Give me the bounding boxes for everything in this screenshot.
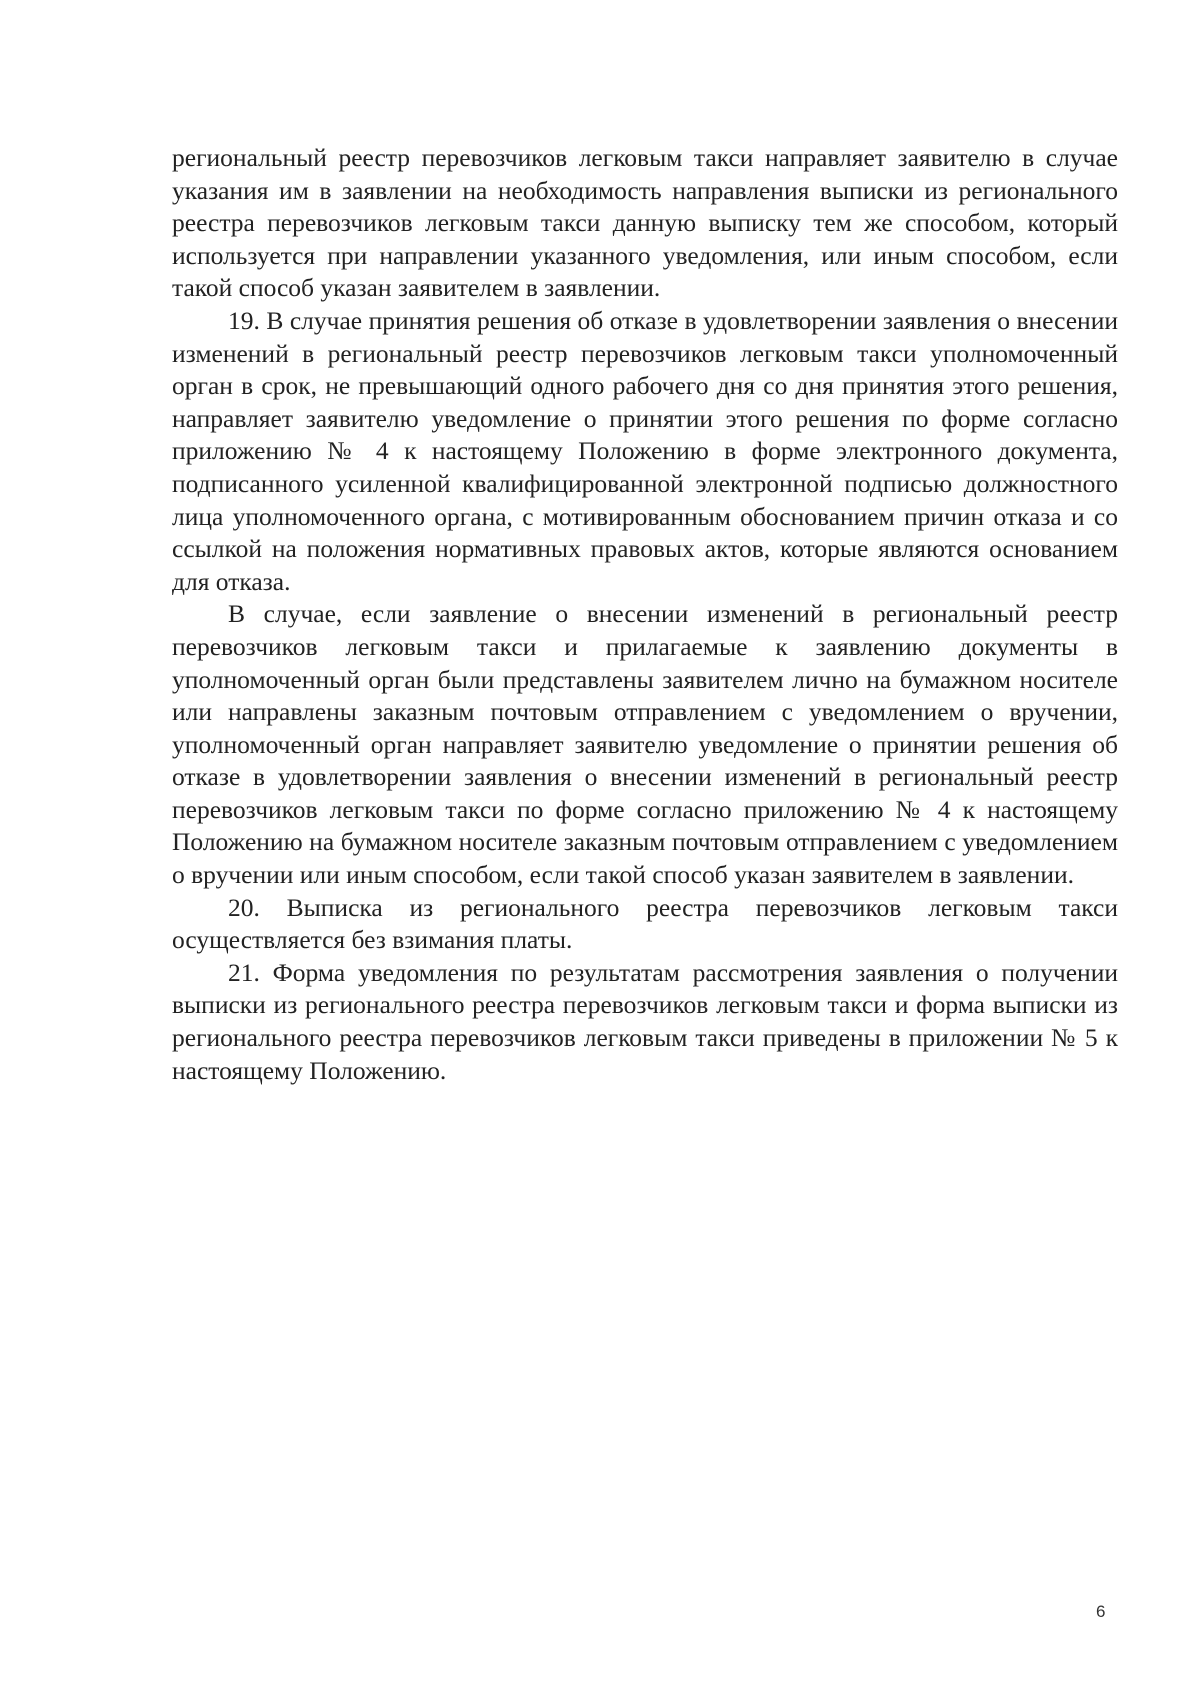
page-number: 6 (1096, 1602, 1106, 1621)
paragraph-clause-19: 19. В случае принятия решения об отказе в удовлетворении заявления о внесении изменений в региональный реестр перевозчиков легковым такси уполномоченный орган в срок, не превышающий одного рабочего дня со дня принятия этого решения, направляет заявителю уведомление о принятии этого решения по форме согласно приложению № 4 к настоящему Положению в форме электронного документа, подписанного усиленной квалифицированной электронной подписью должностного лица уполномоченного органа, с мотивированным обоснованием причин отказа и со ссылкой на положения нормативных правовых актов, которые являются основанием для отказа. (172, 305, 1118, 596)
document-body (172, 142, 1118, 1087)
paragraph-clause-21: 21. Форма уведомления по результатам рассмотрения заявления о получении выписки из регионального реестра перевозчиков легковым такси и форма выписки из регионального реестра перевозчиков легковым такси приведены в приложении № 5 к настоящему Положению. (172, 957, 1118, 1085)
paragraph-continuation: региональный реестр перевозчиков легковым такси направляет заявителю в случае указания им в заявлении на необходимость направления выписки из регионального реестра перевозчиков легковым такси данную выписку тем же способом, который используется при направлении указанного уведомления, или иным способом, если такой способ указан заявителем в заявлении. (172, 143, 1118, 303)
paragraph-clause-20: 20. Выписка из регионального реестра перевозчиков легковым такси осуществляется без взимания платы. (172, 892, 1118, 955)
paragraph-clause-19-paper: В случае, если заявление о внесении изменений в региональный реестр перевозчиков легковым такси и прилагаемые к заявлению документы в уполномоченный орган были представлены заявителем лично на бумажном носителе или направлены заказным почтовым отправлением с уведомлением о вручении, уполномоченный орган направляет заявителю уведомление о принятии решения об отказе в удовлетворении заявления о внесении изменений в региональный реестр перевозчиков легковым такси по форме согласно приложению № 4 к настоящему Положению на бумажном носителе заказным почтовым отправлением с уведомлением о вручении или иным способом, если такой способ указан заявителем в заявлении. (172, 599, 1118, 890)
